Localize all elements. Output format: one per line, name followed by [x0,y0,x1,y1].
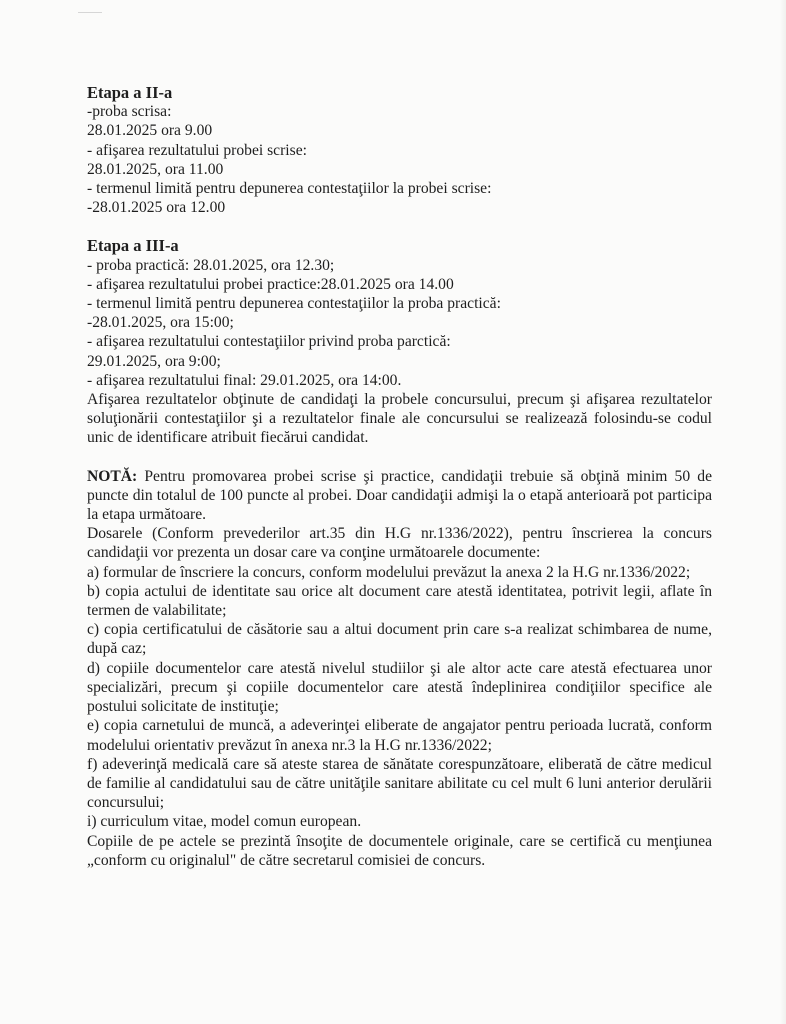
spacer [87,448,712,467]
etapa-3-line: - afişarea rezultatului contestaţiilor privind proba parctică: [87,333,451,351]
scan-mark [78,12,102,13]
etapa-2-line: -28.01.2025 ora 12.00 [87,199,226,217]
dosar-intro: Dosarele (Conform prevederilor art.35 din H.G nr.1336/2022), pentru înscrierea la concurs candidaţii vor prezenta un dosar care va conţine următoarele documente: [87,525,712,562]
scan-edge [780,0,786,1024]
etapa-3-line: - afişarea rezultatului final: 29.01.2025, ora 14:00. [87,371,402,389]
etapa-2-line: - termenul limită pentru depunerea contestaţiilor la probei scrise: [87,180,492,198]
etapa-3-line: - proba practică: 28.01.2025, ora 12.30; [87,256,335,274]
dosar-item: b) copia actului de identitate sau orice alt document care atestă identitatea, potrivit legii, aflate în termen de valabilitate; [87,582,712,620]
dosar-item: i) curriculum vitae, model comun european. [87,813,362,831]
nota-text: Pentru promovarea probei scrise şi practice, candidaţii trebuie să obţină minim 50 de puncte din totalul de 100 puncte al probei. Doar candidaţii admişi la o etapă anterioară pot participa la etapa următoare. [87,467,712,524]
etapa-3-line: - termenul limită pentru depunerea contestaţiilor la proba practică: [87,295,501,313]
dosar-item: a) formular de înscriere la concurs, conform modelului prevăzut la anexa 2 la H.G nr.1336/2022; [87,563,691,581]
etapa-2-line: - afişarea rezultatului probei scrise: [87,141,307,159]
etapa-2-line: 28.01.2025 ora 9.00 [87,122,213,140]
dosar-item: f) adeverinţă medicală care să ateste starea de sănătate corespunzătoare, eliberată de către medicul de familie al candidatului sau de către unităţile sanitare abilitate cu cel mult 6 luni anterior derulării concursului; [87,755,712,812]
results-paragraph: Afişarea rezultatelor obţinute de candidaţi la probele concursului, precum şi afişarea rezultatelor soluţionării contestaţiilor şi a rezultatelor finale ale concursului se realizează folosindu-se codul unic de identificare atribuit fiecărui candidat. [87,391,712,447]
etapa-2-line: -proba scrisa: [87,103,172,121]
etapa-2-line: 28.01.2025, ora 11.00 [87,160,224,178]
etapa-2-heading: Etapa a II-a [87,83,173,102]
dosar-item: e) copia carnetului de muncă, a adeverinţei eliberate de angajator pentru perioada lucrată, conform modelului orientativ prevăzut în anexa nr.3 la H.G nr.1336/2022; [87,717,712,754]
dosar-item: c) copia certificatului de căsătorie sau a altui document prin care s-a realizat schimbarea de nume, după caz; [87,621,712,658]
etapa-3-heading: Etapa a III-a [87,236,179,256]
nota-paragraph [87,467,712,525]
etapa-3-line: - afişarea rezultatului probei practice:28.01.2025 ora 14.00 [87,275,454,293]
spacer [87,217,712,236]
etapa-3-line: 29.01.2025, ora 9:00; [87,352,221,370]
etapa-3-line: -28.01.2025, ora 15:00; [87,314,234,332]
document-body [87,83,712,870]
dosar-item: d) copiile documentelor care atestă nivelul studiilor şi ale altor acte care atestă efectuarea unor specializări, precum şi copiile documentelor care atestă îndeplinirea condiţiilor specifice ale postului solicitate de instituţie; [87,659,712,716]
closing-paragraph: Copiile de pe actele se prezintă însoţite de documentele originale, care se certifică cu menţiunea „conform cu originalul" de către secretarul comisiei de concurs. [87,832,712,869]
nota-label: NOTĂ: [87,467,138,485]
